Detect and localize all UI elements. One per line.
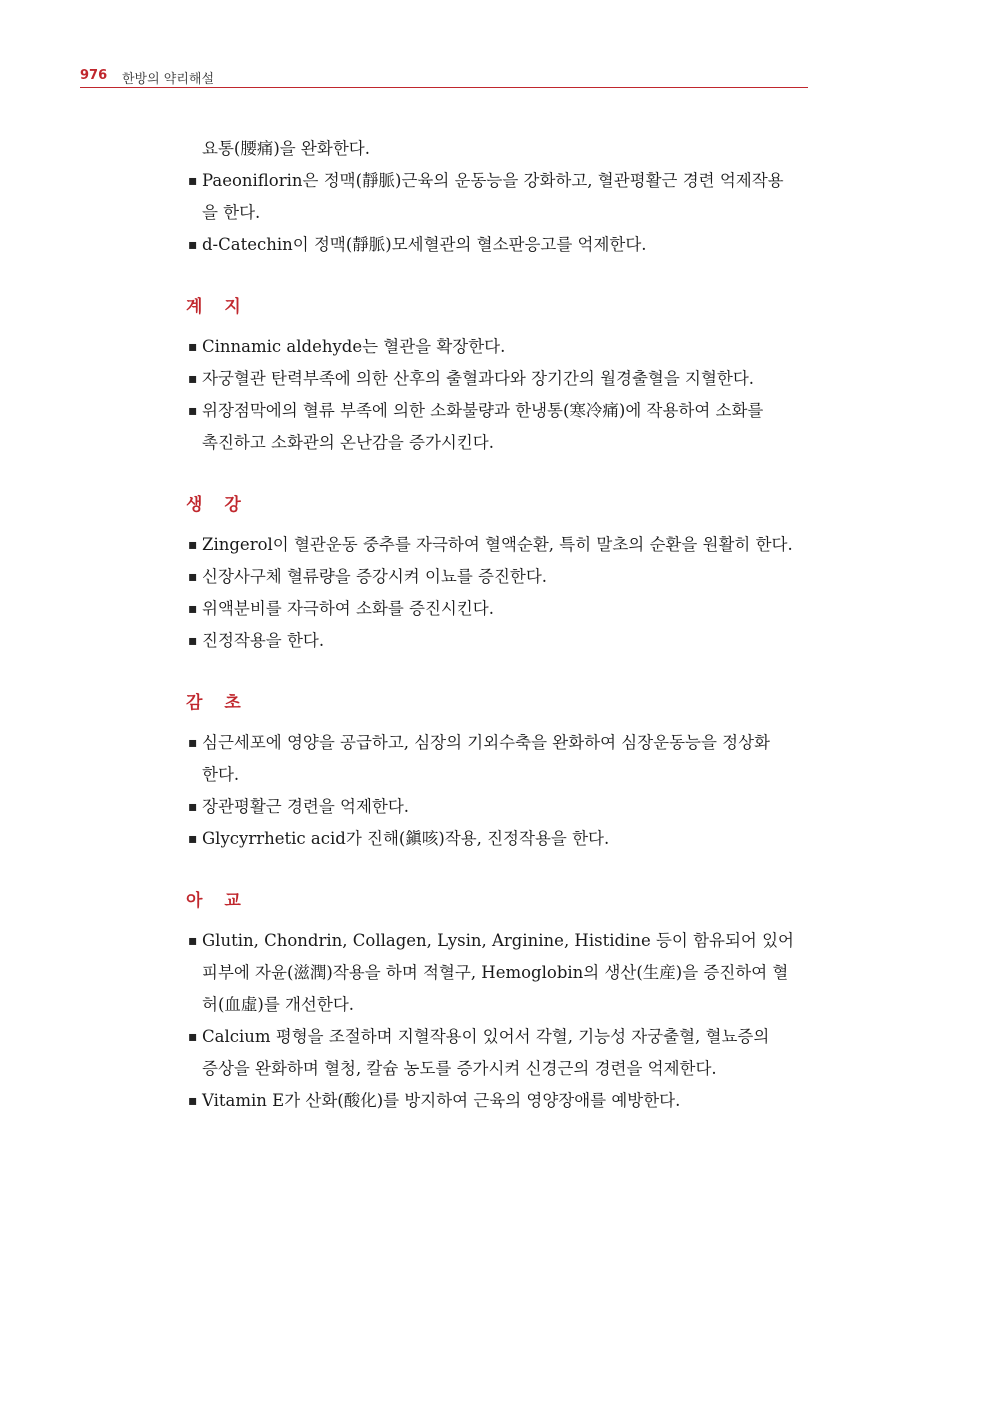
saenggang-bullet-text: 진정작용을 한다. — [202, 631, 325, 650]
bullet-icon: ▪ — [188, 403, 198, 419]
gamcho-continuation-line: 한다. — [202, 765, 240, 784]
gamcho-bullet-text: 심근세포에 영양을 공급하고, 심장의 기외수축을 완화하여 심장운동능을 정상화 — [202, 733, 770, 752]
saenggang-bullet-text: 위액분비를 자극하여 소화를 증진시킨다. — [202, 599, 494, 618]
intro-bullet-text: d-Catechin이 정맥(靜脈)모세혈관의 혈소판응고를 억제한다. — [202, 235, 647, 254]
bullet-icon: ▪ — [188, 1029, 198, 1045]
section-heading-gyeji: 계 지 — [186, 297, 249, 317]
saenggang-bullet-item — [186, 593, 808, 625]
running-title: 한방의 약리해설 — [122, 72, 215, 87]
bullet-icon: ▪ — [188, 831, 198, 847]
agyo-bullet-item — [186, 925, 808, 957]
agyo-bullet-item — [186, 1021, 808, 1053]
gyeji-bullet-text: 위장점막에의 혈류 부족에 의한 소화불량과 한냉통(寒冷痛)에 작용하여 소화를 — [202, 401, 764, 420]
bullet-icon: ▪ — [188, 237, 198, 253]
bullet-icon: ▪ — [188, 569, 198, 585]
bullet-icon: ▪ — [188, 633, 198, 649]
intro-continuation-line: 요통(腰痛)을 완화한다. — [202, 139, 370, 158]
agyo-bullet-text: Vitamin E가 산화(酸化)를 방지하여 근육의 영양장애를 예방한다. — [202, 1091, 681, 1110]
saenggang-bullet-text: 신장사구체 혈류량을 증강시켜 이뇨를 증진한다. — [202, 567, 548, 586]
intro-bullet-text: Paeoniflorin은 정맥(靜脈)근육의 운동능을 강화하고, 혈관평활근 경련 억제작용 — [202, 171, 784, 190]
gyeji-bullet-item — [186, 395, 808, 427]
agyo-bullet-text: Calcium 평형을 조절하며 지혈작용이 있어서 각혈, 기능성 자궁출혈, 혈뇨증의 — [202, 1027, 770, 1046]
section-heading-agyo: 아 교 — [186, 891, 249, 911]
section-heading-saenggang: 생 강 — [186, 495, 249, 515]
bullet-icon: ▪ — [188, 933, 198, 949]
saenggang-bullet-item — [186, 625, 808, 657]
section-heading-gamcho: 감 초 — [186, 693, 249, 713]
saenggang-bullet-item — [186, 561, 808, 593]
bullet-icon: ▪ — [188, 1093, 198, 1109]
agyo-continuation-line: 피부에 자윤(滋潤)작용을 하며 적혈구, Hemoglobin의 생산(生産)을 증진하여 혈 — [202, 963, 789, 982]
page-number: 976 — [80, 68, 108, 83]
bullet-icon: ▪ — [188, 371, 198, 387]
gamcho-bullet-item — [186, 727, 808, 759]
gyeji-bullet-text: 자궁혈관 탄력부족에 의한 산후의 출혈과다와 장기간의 월경출혈을 지혈한다. — [202, 369, 755, 388]
gamcho-bullet-text: Glycyrrhetic acid가 진해(鎭咳)작용, 진정작용을 한다. — [202, 829, 610, 848]
gyeji-bullet-item — [186, 363, 808, 395]
gyeji-bullet-text: Cinnamic aldehyde는 혈관을 확장한다. — [202, 337, 506, 356]
gyeji-bullet-item — [186, 331, 808, 363]
bullet-icon: ▪ — [188, 173, 198, 189]
intro-bullet-item — [186, 229, 808, 261]
bullet-icon: ▪ — [188, 339, 198, 355]
gamcho-bullet-text: 장관평활근 경련을 억제한다. — [202, 797, 410, 816]
bullet-icon: ▪ — [188, 601, 198, 617]
gyeji-continuation-line: 촉진하고 소화관의 온난감을 증가시킨다. — [202, 433, 494, 452]
intro-bullet-item — [186, 165, 808, 197]
bullet-icon: ▪ — [188, 735, 198, 751]
page-header — [80, 66, 808, 88]
gamcho-bullet-item — [186, 823, 808, 855]
agyo-bullet-item — [186, 1085, 808, 1117]
bullet-icon: ▪ — [188, 537, 198, 553]
agyo-bullet-text: Glutin, Chondrin, Collagen, Lysin, Arginine, Histidine 등이 함유되어 있어 — [202, 931, 794, 950]
bullet-icon: ▪ — [188, 799, 198, 815]
intro-continuation-line: 을 한다. — [202, 203, 261, 222]
agyo-continuation-line: 증상을 완화하며 혈청, 칼슘 농도를 증가시켜 신경근의 경련을 억제한다. — [202, 1059, 717, 1078]
page-content — [186, 133, 808, 1117]
gamcho-bullet-item — [186, 791, 808, 823]
saenggang-bullet-item — [186, 529, 808, 561]
agyo-continuation-line: 허(血虛)를 개선한다. — [202, 995, 354, 1014]
saenggang-bullet-text: Zingerol이 혈관운동 중추를 자극하여 혈액순환, 특히 말초의 순환을 원활히 한다. — [202, 535, 793, 554]
